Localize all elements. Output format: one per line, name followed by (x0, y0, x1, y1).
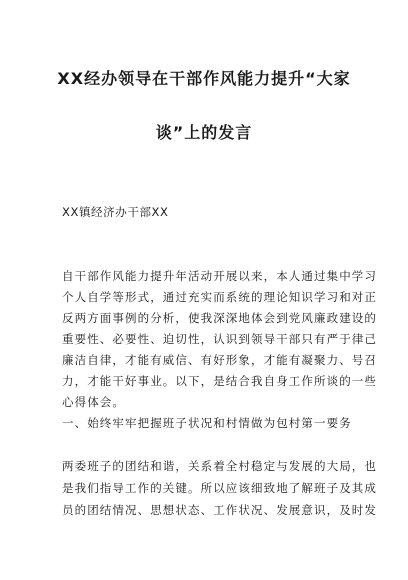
paragraph-1-line: 廉洁自律，才能有威信、有好形象，才能有凝聚力、号召 (62, 353, 377, 367)
document-title-line-2: 谈”上的发言 (155, 123, 253, 142)
paragraph-2-line: 两委班子的团结和谐，关系着全村稳定与发展的大局，也 (62, 459, 377, 473)
paragraph-2-line: 是我们指导工作的关键。所以应该细致地了解班子及其成 (62, 481, 377, 495)
paragraph-2-line: 员的团结情况、思想状态、工作状况、发展意识，及时发 (62, 503, 377, 517)
author-line: XX镇经济办干部XX (62, 205, 169, 219)
paragraph-1-line: 反两方面事例的分析，使我深深地体会到党风廉政建设的 (62, 311, 377, 325)
paragraph-1-line: 心得体会。 (62, 395, 125, 409)
section-heading: 一、始终牢牢把握班子状况和村情做为包村第一要务 (62, 416, 352, 430)
document-title-line-1: XX经办领导在干部作风能力提升“大家 (57, 69, 351, 88)
paragraph-1-line: 自干部作风能力提升年活动开展以来，本人通过集中学习 (62, 269, 377, 283)
paragraph-1-line: 重要性、必要性、迫切性，认识到领导干部只有严于律己 (62, 332, 377, 346)
paragraph-1-line: 个人自学等形式，通过充实而系统的理论知识学习和对正 (62, 290, 377, 304)
paragraph-1-line: 力，才能干好事业。以下，是结合我自身工作所谈的一些 (62, 374, 377, 388)
